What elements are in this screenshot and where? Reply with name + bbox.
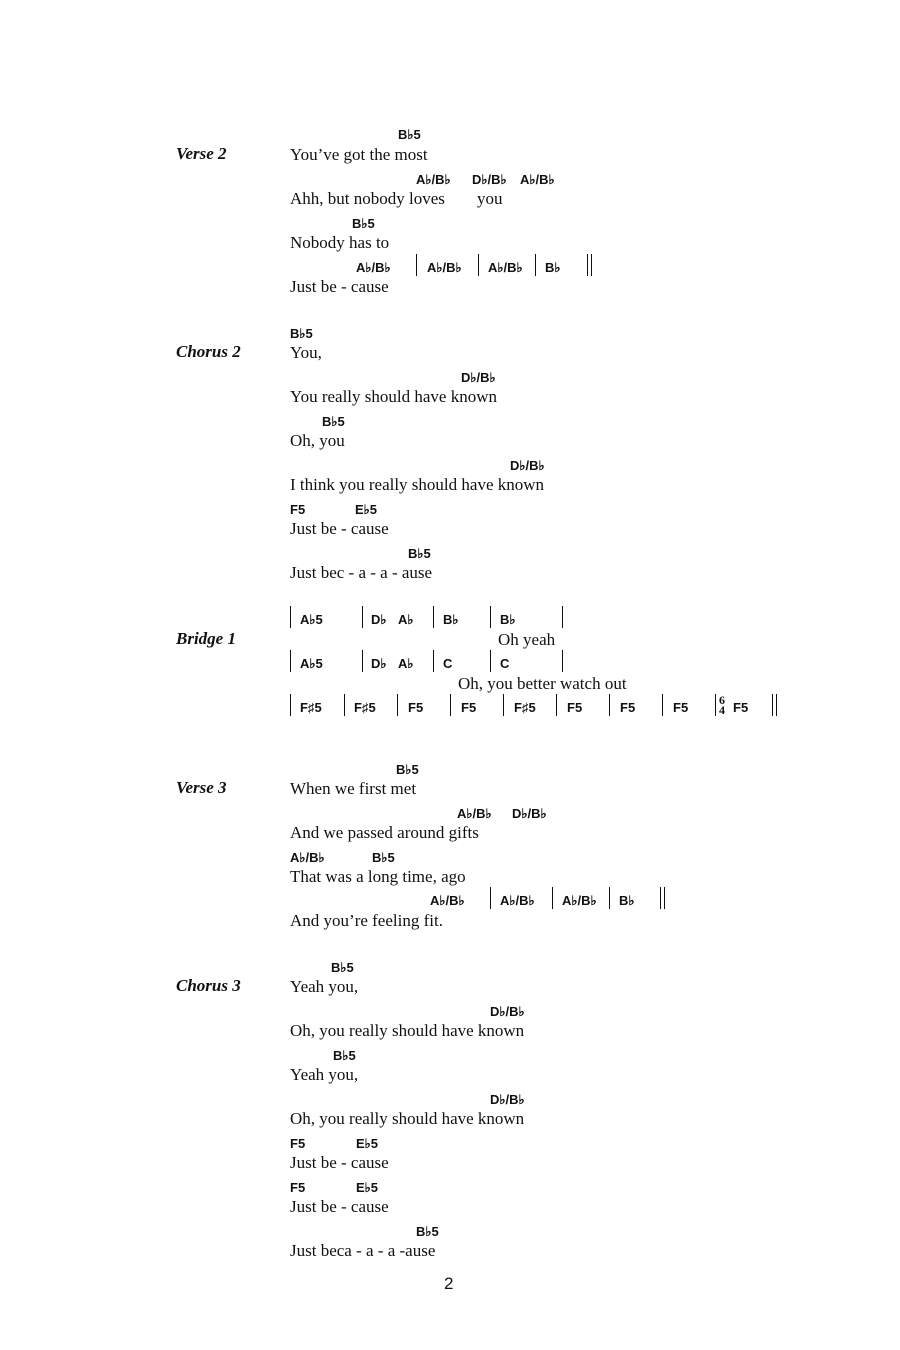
chord: A♭/B♭ bbox=[520, 172, 555, 187]
chord: B♭ bbox=[619, 893, 635, 908]
chord: F5 bbox=[567, 700, 583, 715]
chord: B♭5 bbox=[331, 960, 354, 975]
bar-line bbox=[362, 650, 363, 672]
chord: F5 bbox=[461, 700, 477, 715]
bar-line bbox=[344, 694, 345, 716]
bar-line bbox=[290, 606, 291, 628]
lyric-line: Nobody has to bbox=[290, 233, 390, 252]
chord: D♭/B♭ bbox=[490, 1092, 525, 1107]
bar-line bbox=[416, 254, 417, 276]
section-label-chorus-3: Chorus 3 bbox=[176, 976, 241, 995]
lyric-line: And you’re feeling fit. bbox=[290, 911, 443, 930]
chord: D♭ bbox=[371, 612, 387, 627]
lyric-line: Oh yeah bbox=[498, 630, 556, 649]
chord: B♭ bbox=[500, 612, 516, 627]
bar-line bbox=[433, 650, 434, 672]
chord: B♭5 bbox=[398, 127, 421, 142]
bar-line bbox=[609, 694, 610, 716]
chord: F5 bbox=[620, 700, 636, 715]
bar-line bbox=[290, 650, 291, 672]
bar-line bbox=[609, 887, 610, 909]
lyric-line: That was a long time, ago bbox=[290, 867, 466, 886]
chord: A♭/B♭ bbox=[416, 172, 451, 187]
bar-line bbox=[562, 650, 563, 672]
lyric-line: Oh, you bbox=[290, 431, 345, 450]
lyric-line: Yeah you, bbox=[290, 1065, 359, 1084]
final-bar-line bbox=[772, 694, 777, 716]
page-number: 2 bbox=[444, 1274, 454, 1293]
chord: A♭/B♭ bbox=[427, 260, 462, 275]
chord: F5 bbox=[290, 502, 306, 517]
section-label-chorus-2: Chorus 2 bbox=[176, 342, 241, 361]
bar-line bbox=[490, 606, 491, 628]
bar-line bbox=[290, 694, 291, 716]
bar-line bbox=[490, 887, 491, 909]
bar-line bbox=[535, 254, 536, 276]
section-label-verse-2: Verse 2 bbox=[176, 144, 227, 163]
lyric-line: Just be - cause bbox=[290, 1153, 389, 1172]
time-signature-top: 6 bbox=[719, 693, 725, 707]
section-label-verse-3: Verse 3 bbox=[176, 778, 227, 797]
chord: D♭/B♭ bbox=[512, 806, 547, 821]
chord: A♭/B♭ bbox=[430, 893, 465, 908]
bar-line bbox=[478, 254, 479, 276]
lyric-line: And we passed around gifts bbox=[290, 823, 479, 842]
bar-line bbox=[450, 694, 451, 716]
bar-line bbox=[556, 694, 557, 716]
lyric-line: Just beca - a - a -ause bbox=[290, 1241, 436, 1260]
chord: F5 bbox=[408, 700, 424, 715]
chord: F5 bbox=[290, 1136, 306, 1151]
chord: A♭/B♭ bbox=[356, 260, 391, 275]
bar-line bbox=[362, 606, 363, 628]
lyric-line: You really should have known bbox=[290, 387, 497, 406]
lyric-line: Oh, you better watch out bbox=[458, 674, 627, 693]
lyric-line: You’ve got the most bbox=[290, 145, 428, 164]
lyric-line: Yeah you, bbox=[290, 977, 359, 996]
lyric-line: I think you really should have known bbox=[290, 475, 545, 494]
final-bar-line bbox=[587, 254, 592, 276]
lyric-line: Just be - cause bbox=[290, 519, 389, 538]
chord: D♭/B♭ bbox=[510, 458, 545, 473]
bar-line bbox=[715, 694, 716, 716]
chord: B♭5 bbox=[322, 414, 345, 429]
chord: A♭/B♭ bbox=[500, 893, 535, 908]
chord: A♭5 bbox=[300, 656, 323, 671]
chord: C bbox=[443, 656, 453, 671]
bar-line bbox=[490, 650, 491, 672]
time-signature bbox=[719, 695, 725, 715]
bar-line bbox=[552, 887, 553, 909]
lyric-line: Ahh, but nobody loves bbox=[290, 189, 445, 208]
chord: D♭/B♭ bbox=[472, 172, 507, 187]
chord: A♭ bbox=[398, 656, 414, 671]
lyric-line: Oh, you really should have known bbox=[290, 1021, 525, 1040]
chord: A♭/B♭ bbox=[290, 850, 325, 865]
lyric-line: Oh, you really should have known bbox=[290, 1109, 525, 1128]
chord: B♭5 bbox=[416, 1224, 439, 1239]
chord: A♭/B♭ bbox=[488, 260, 523, 275]
chord: F5 bbox=[733, 700, 749, 715]
chord: B♭5 bbox=[408, 546, 431, 561]
bar-line bbox=[433, 606, 434, 628]
chord: F♯5 bbox=[514, 700, 536, 715]
chord: B♭5 bbox=[372, 850, 395, 865]
bar-line bbox=[662, 694, 663, 716]
time-signature-bottom: 4 bbox=[719, 703, 725, 717]
lyric-line: You, bbox=[290, 343, 322, 362]
lyric-line: When we first met bbox=[290, 779, 417, 798]
bar-line bbox=[503, 694, 504, 716]
lyric-line: Just be - cause bbox=[290, 277, 389, 296]
chord: A♭/B♭ bbox=[457, 806, 492, 821]
chord: B♭5 bbox=[333, 1048, 356, 1063]
chord: B♭ bbox=[545, 260, 561, 275]
lyric-line: you bbox=[477, 189, 503, 208]
chord: D♭/B♭ bbox=[490, 1004, 525, 1019]
chord: A♭5 bbox=[300, 612, 323, 627]
lyric-line: Just bec - a - a - ause bbox=[290, 563, 433, 582]
chord: A♭/B♭ bbox=[562, 893, 597, 908]
chord: F♯5 bbox=[300, 700, 322, 715]
chord: B♭5 bbox=[352, 216, 375, 231]
chord: D♭ bbox=[371, 656, 387, 671]
chord: D♭/B♭ bbox=[461, 370, 496, 385]
chord: E♭5 bbox=[356, 1136, 379, 1151]
chord: F5 bbox=[673, 700, 689, 715]
lyric-line: Just be - cause bbox=[290, 1197, 389, 1216]
chord: E♭5 bbox=[356, 1180, 379, 1195]
final-bar-line bbox=[660, 887, 665, 909]
chord: A♭ bbox=[398, 612, 414, 627]
chord: B♭5 bbox=[396, 762, 419, 777]
chord: B♭ bbox=[443, 612, 459, 627]
chord: C bbox=[500, 656, 510, 671]
chord: E♭5 bbox=[355, 502, 378, 517]
chord: F5 bbox=[290, 1180, 306, 1195]
bar-line bbox=[562, 606, 563, 628]
section-label-bridge-1: Bridge 1 bbox=[176, 629, 236, 648]
chord: F♯5 bbox=[354, 700, 376, 715]
bar-line bbox=[397, 694, 398, 716]
chord: B♭5 bbox=[290, 326, 313, 341]
